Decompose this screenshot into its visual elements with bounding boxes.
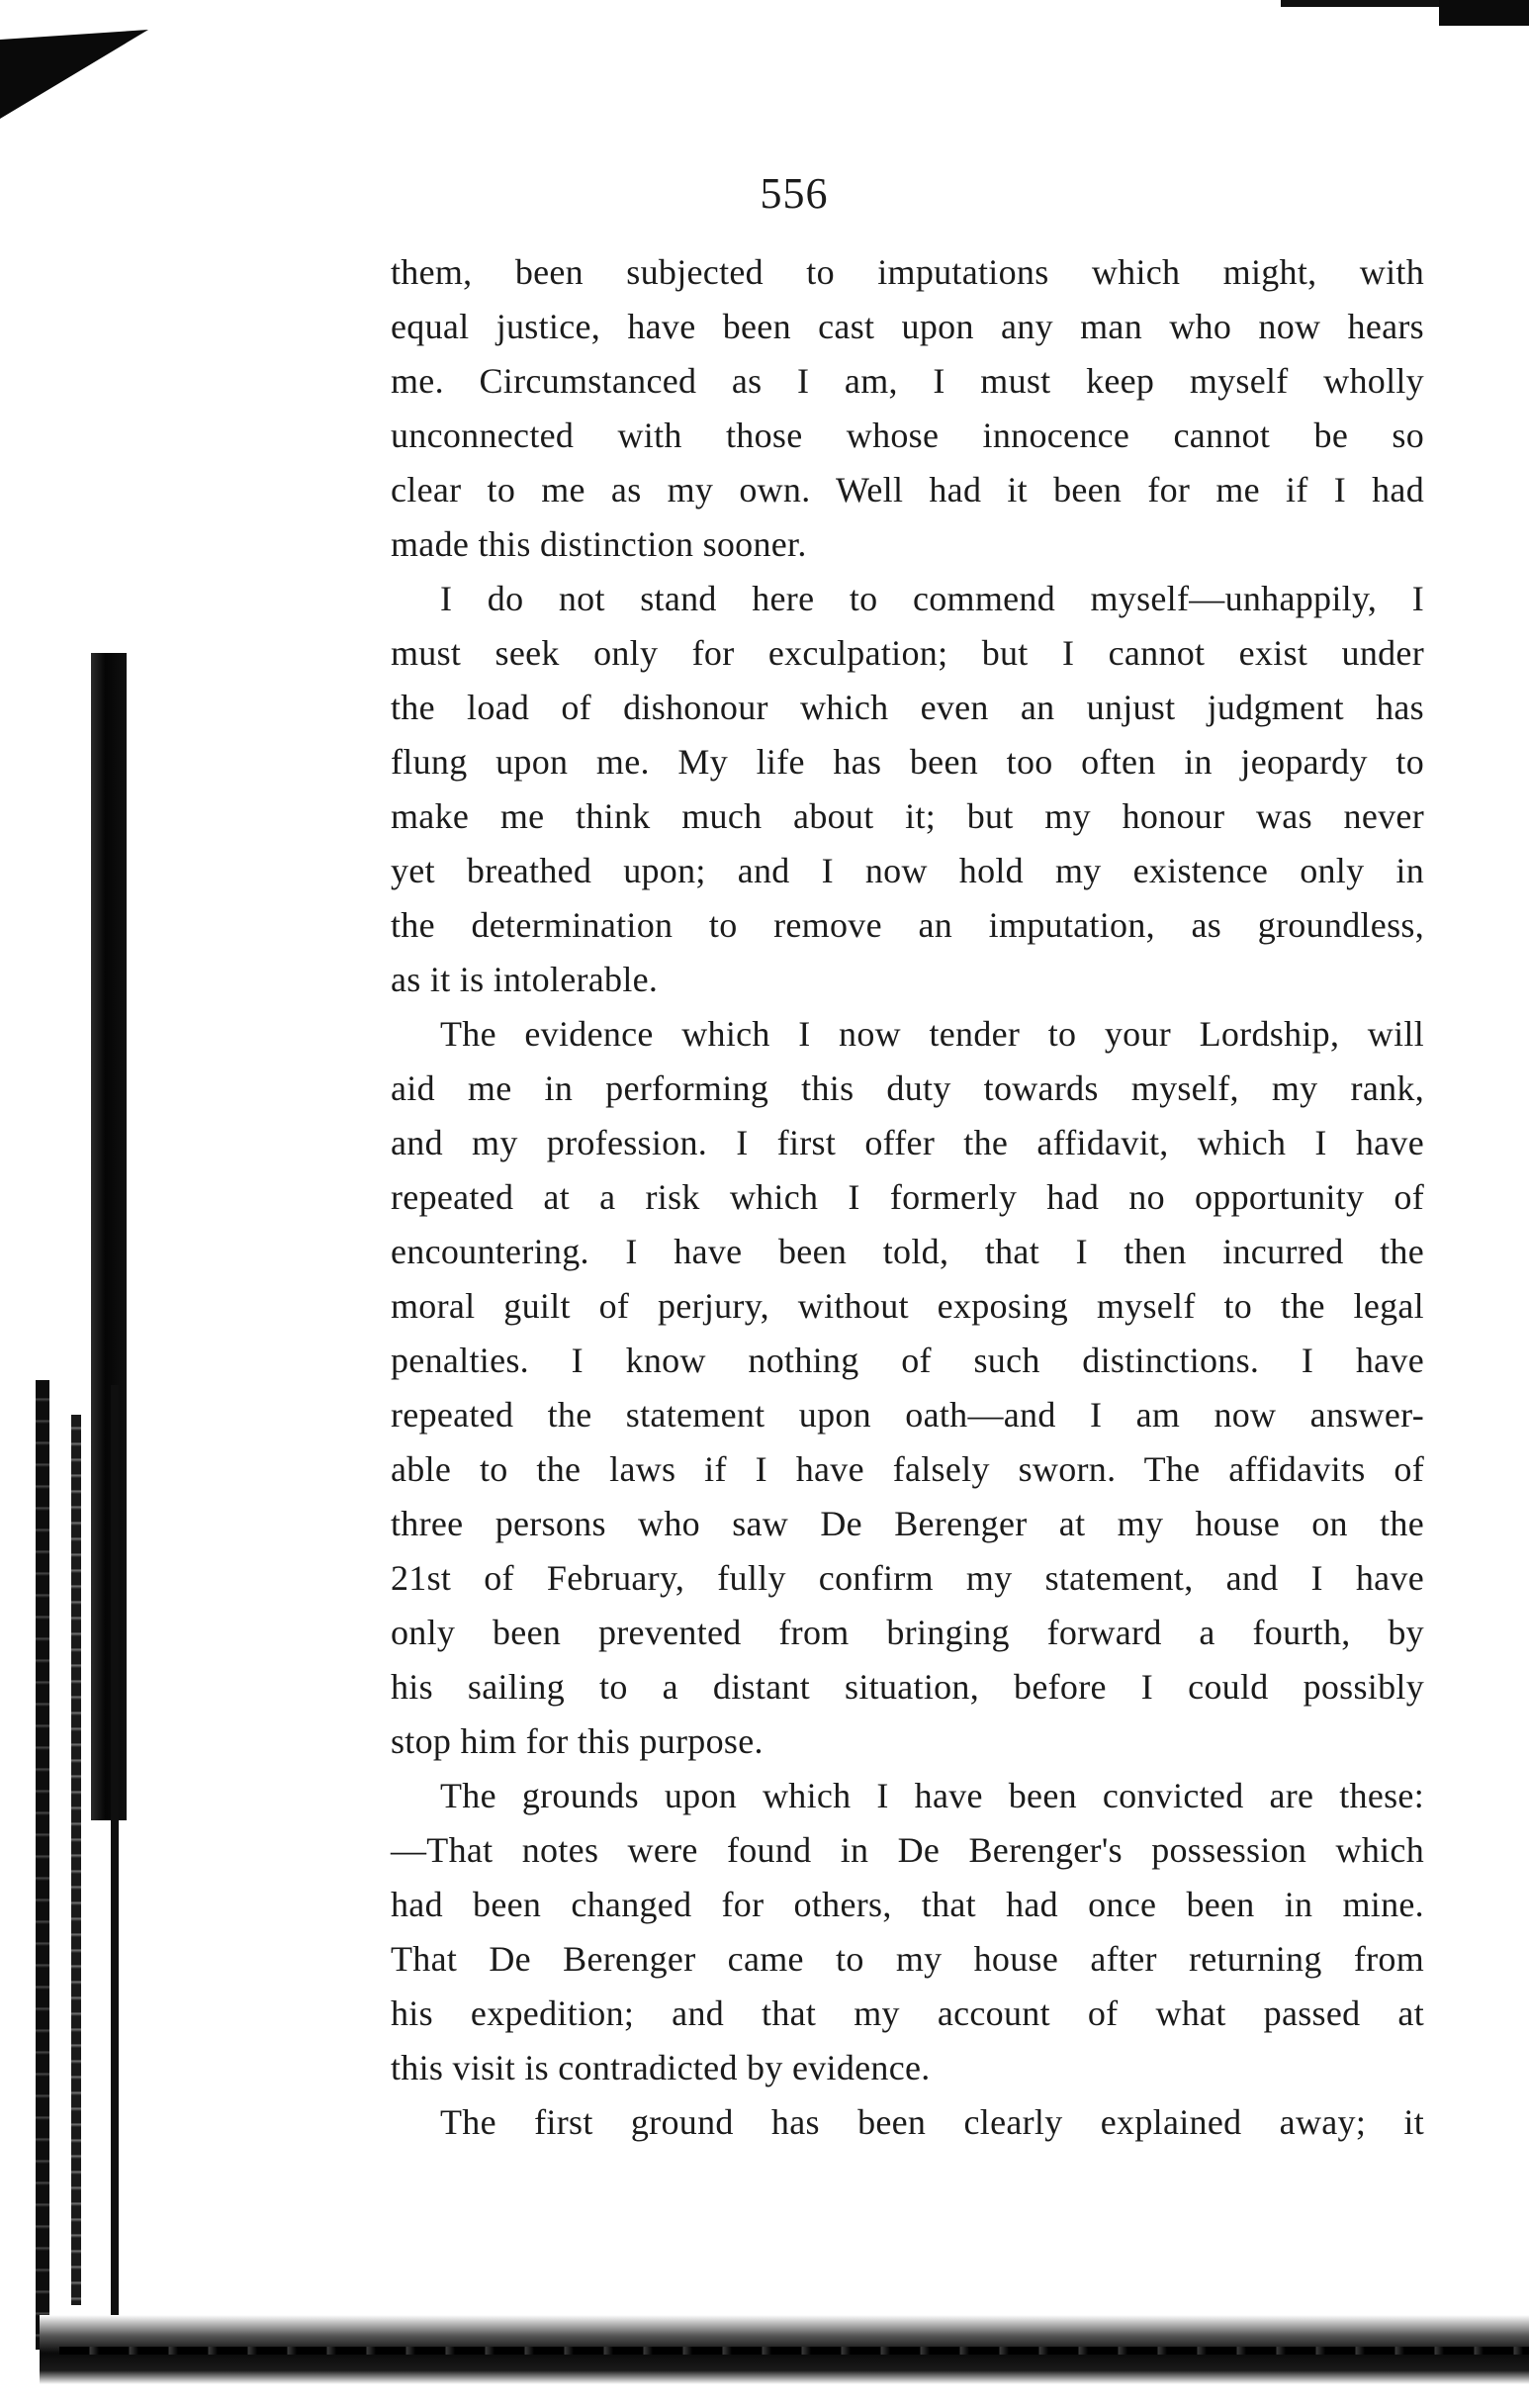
text-line: That De Berenger came to my house after returning from: [391, 1939, 1424, 1979]
text-line: as it is intolerable.: [391, 960, 659, 999]
text-line: unconnected with those whose innocence cannot be so: [391, 416, 1424, 455]
text-line: only been prevented from bringing forward a fourth, by: [391, 1613, 1424, 1652]
text-line: must seek only for exculpation; but I cannot exist under: [391, 633, 1424, 673]
binding-stripe: [111, 1385, 119, 2335]
text-line: his expedition; and that my account of what passed at: [391, 1993, 1424, 2033]
text-line: the determination to remove an imputation, as groundless,: [391, 905, 1424, 945]
text-line: make me think much about it; but my honour was never: [391, 796, 1424, 836]
paragraph: [391, 2095, 1424, 2150]
text-line: repeated the statement upon oath—and I am now answer-: [391, 1395, 1424, 1435]
text-line: I do not stand here to commend myself—unhappily, I: [440, 579, 1424, 618]
page-body: [391, 245, 1424, 2150]
corner-scan-mark: [0, 30, 148, 119]
page-number: 556: [760, 169, 829, 218]
binding-stripe: [36, 1380, 49, 2350]
text-line: equal justice, have been cast upon any man who now hears: [391, 307, 1424, 346]
text-line: able to the laws if I have falsely sworn. The affidavits of: [391, 1449, 1424, 1489]
text-line: clear to me as my own. Well had it been for me if I had: [391, 470, 1424, 509]
binding-stripe: [71, 1415, 81, 2305]
text-line: three persons who saw De Berenger at my house on the: [391, 1504, 1424, 1543]
text-line: aid me in performing this duty towards myself, my rank,: [391, 1068, 1424, 1108]
text-line: encountering. I have been told, that I then incurred the: [391, 1232, 1424, 1271]
paragraph: [391, 572, 1424, 1007]
text-line: this visit is contradicted by evidence.: [391, 2048, 931, 2087]
text-line: The evidence which I now tender to your Lordship, will: [440, 1014, 1424, 1054]
top-scan-block: [1439, 0, 1529, 26]
binding-shadow: [91, 653, 127, 1820]
text-line: them, been subjected to imputations which might, with: [391, 252, 1424, 292]
text-line: The grounds upon which I have been convicted are these:: [440, 1776, 1424, 1815]
text-line: —That notes were found in De Berenger's possession which: [391, 1830, 1424, 1870]
text-line: the load of dishonour which even an unjust judgment has: [391, 688, 1424, 727]
top-scan-rule: [1281, 0, 1439, 7]
bottom-scan-band: [59, 2347, 1529, 2355]
text-line: made this distinction sooner.: [391, 524, 807, 564]
text-line: had been changed for others, that had once been in mine.: [391, 1885, 1424, 1924]
text-line: his sailing to a distant situation, before I could possibly: [391, 1667, 1424, 1707]
text-line: moral guilt of perjury, without exposing myself to the legal: [391, 1286, 1424, 1326]
text-line: The first ground has been clearly explained away; it: [440, 2102, 1424, 2142]
paragraph: [391, 1007, 1424, 1769]
text-line: 21st of February, fully confirm my statement, and I have: [391, 1558, 1424, 1598]
text-line: and my profession. I first offer the affidavit, which I have: [391, 1123, 1424, 1162]
paragraph: [391, 245, 1424, 572]
text-line: penalties. I know nothing of such distinctions. I have: [391, 1341, 1424, 1380]
text-line: yet breathed upon; and I now hold my existence only in: [391, 851, 1424, 890]
paragraph: [391, 1769, 1424, 2095]
text-line: me. Circumstanced as I am, I must keep myself wholly: [391, 361, 1424, 401]
text-line: flung upon me. My life has been too often in jeopardy to: [391, 742, 1424, 782]
text-line: repeated at a risk which I formerly had no opportunity of: [391, 1177, 1424, 1217]
text-line: stop him for this purpose.: [391, 1721, 764, 1761]
